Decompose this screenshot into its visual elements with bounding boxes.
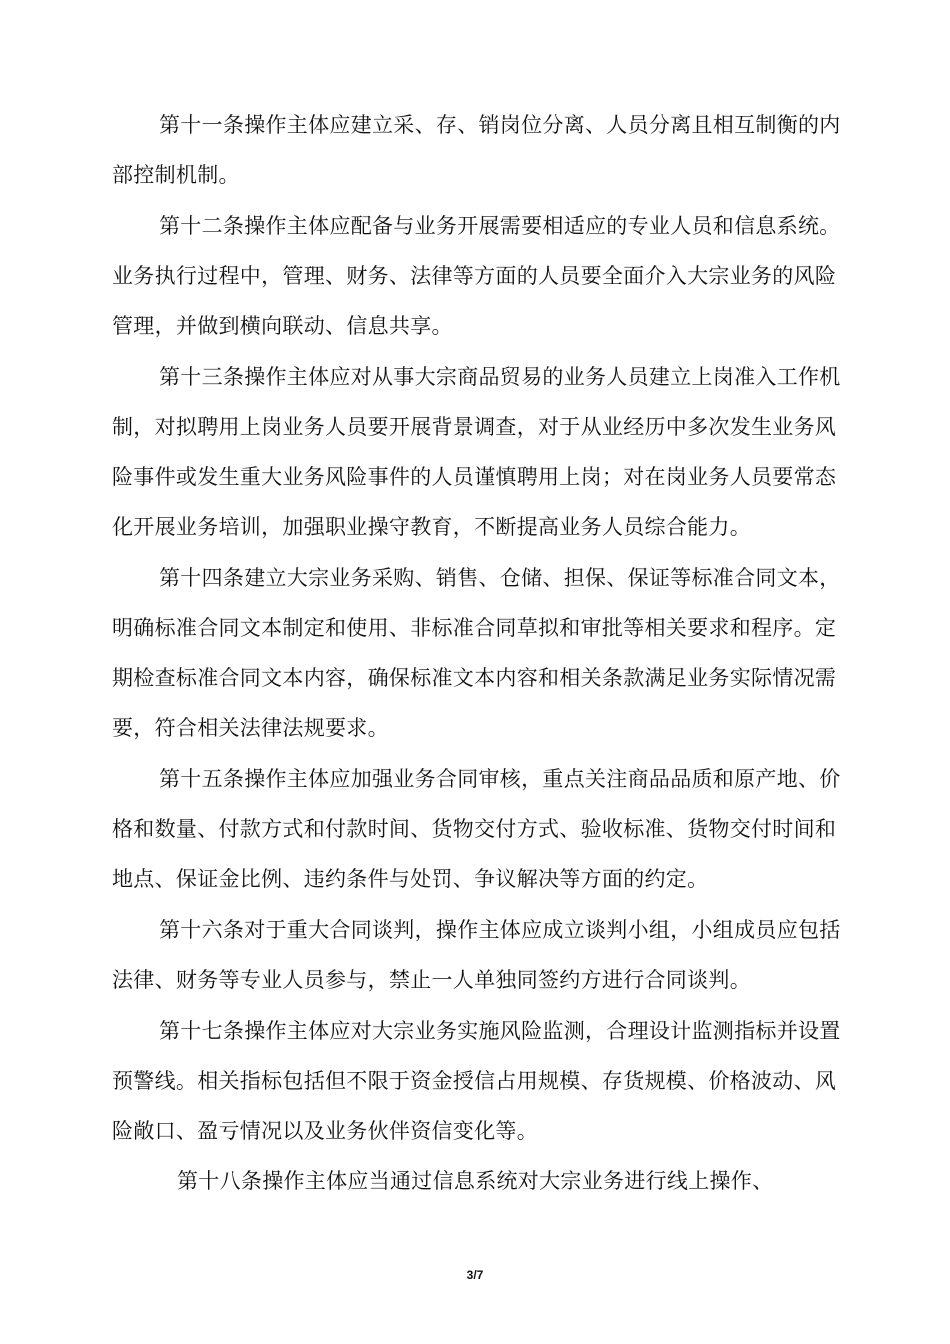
article-12-line-1: 第十二条操作主体应配备与业务开展需要相适应的专业人员和信息系统。 [159,214,841,238]
article-13-line-1: 第十三条操作主体应对从事大宗商品贸易的业务人员建立上岗准入工作机 [159,365,841,389]
article-17-line-2: 预警线。相关指标包括但不限于资金授信占用规模、存货规模、价格波动、风 [112,1069,837,1093]
article-14-line-4: 要，符合相关法律法规要求。 [112,716,389,740]
article-14-line-3: 期检查标准合同文本内容，确保标准文本内容和相关条款满足业务实际情况需 [112,666,837,690]
article-15-line-2: 格和数量、付款方式和付款时间、货物交付方式、验收标准、货物交付时间和 [112,817,837,841]
article-14-line-2: 明确标准合同文本制定和使用、非标准合同草拟和审批等相关要求和程序。定 [112,616,837,640]
article-13-line-3: 险事件或发生重大业务风险事件的人员谨慎聘用上岗；对在岗业务人员要常态 [112,465,837,489]
article-12-line-2: 业务执行过程中，管理、财务、法律等方面的人员要全面介入大宗业务的风险 [112,264,837,288]
article-11-line-1: 第十一条操作主体应建立采、存、销岗位分离、人员分离且相互制衡的内 [159,113,841,137]
article-15-line-3: 地点、保证金比例、违约条件与处罚、争议解决等方面的约定。 [112,867,709,891]
article-18-line-1: 第十八条操作主体应当通过信息系统对大宗业务进行线上操作、 [177,1169,774,1193]
article-13-line-2: 制，对拟聘用上岗业务人员要开展背景调查，对于从业经历中多次发生业务风 [112,415,837,439]
article-16-line-1: 第十六条对于重大合同谈判，操作主体应成立谈判小组，小组成员应包括 [159,918,841,942]
article-17-line-3: 险敞口、盈亏情况以及业务伙伴资信变化等。 [112,1119,538,1143]
article-16-line-2: 法律、财务等专业人员参与，禁止一人单独同签约方进行合同谈判。 [112,968,751,992]
article-14-line-1: 第十四条建立大宗业务采购、销售、仓储、担保、保证等标准合同文本， [159,566,841,590]
article-17-line-1: 第十七条操作主体应对大宗业务实施风险监测，合理设计监测指标并设置 [159,1019,841,1043]
page-number: 3/7 [466,1268,484,1282]
article-13-line-4: 化开展业务培训，加强职业操守教育，不断提高业务人员综合能力。 [112,515,751,539]
article-12-line-3: 管理，并做到横向联动、信息共享。 [112,314,453,338]
article-15-line-1: 第十五条操作主体应加强业务合同审核，重点关注商品品质和原产地、价 [159,767,841,791]
article-11-line-2: 部控制机制。 [112,163,240,187]
